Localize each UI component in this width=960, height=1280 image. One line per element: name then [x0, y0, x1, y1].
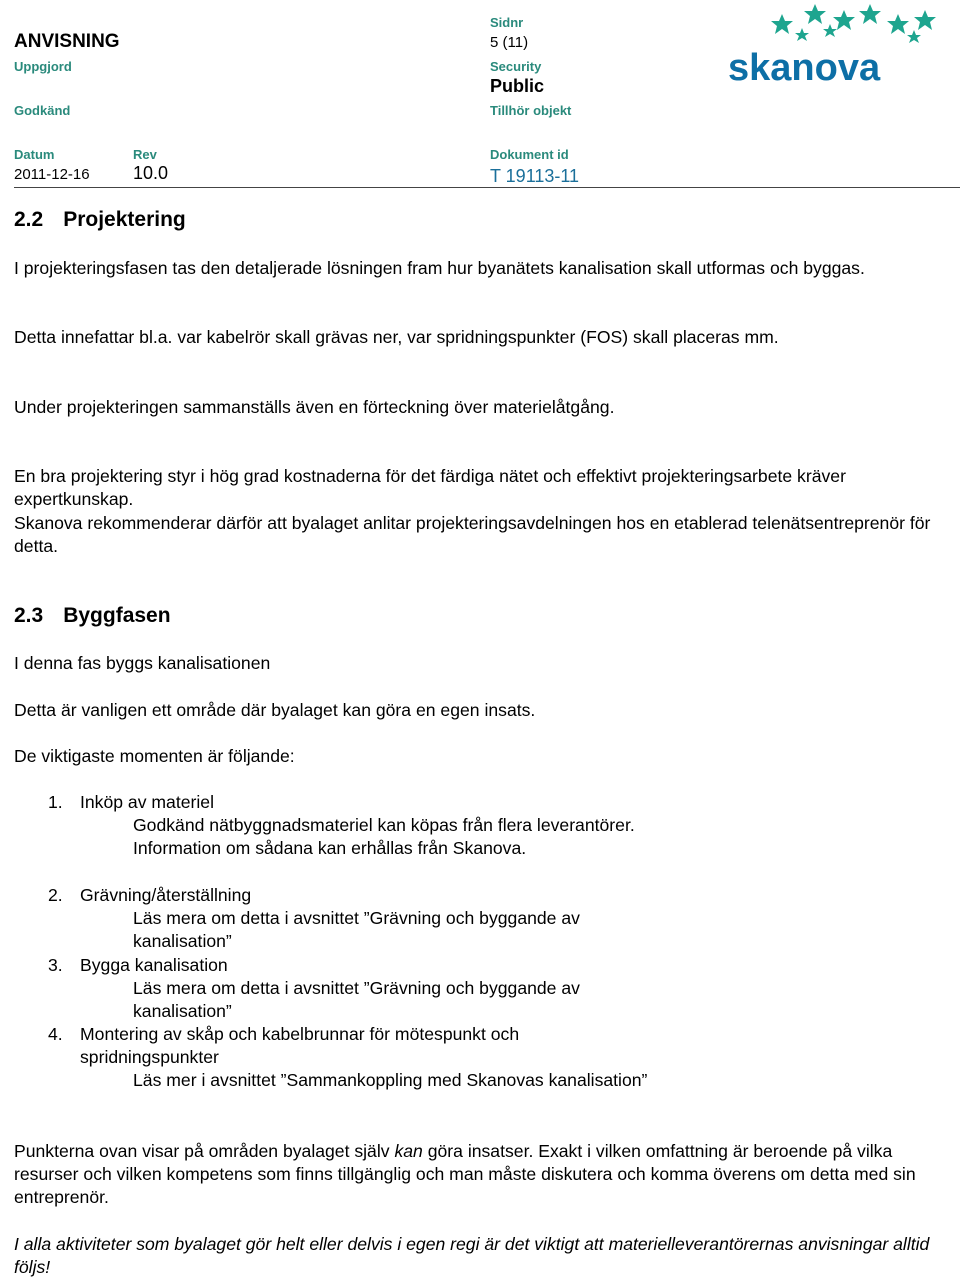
paragraph: Skanova rekommenderar därför att byalaget anlitar projekteringsavdelningen hos en etablerad telenätsentreprenör för detta.	[14, 513, 931, 556]
security-value: Public	[490, 76, 545, 96]
logo-wordmark: skanova	[728, 47, 881, 89]
list-item-number: 1.	[48, 792, 63, 812]
list-item-title: Montering av skåp och kabelbrunnar för mötespunkt och spridningspunkter	[80, 1024, 520, 1067]
list-item-number: 2.	[48, 885, 63, 905]
datum-value: 2011-12-16	[14, 166, 90, 183]
list-item-description: Läs mera om detta i avsnittet ”Grävning och byggande av kanalisation”	[133, 978, 580, 1021]
list-item-title: Inköp av materiel	[80, 792, 214, 812]
paragraph: I denna fas byggs kanalisationen	[14, 653, 271, 673]
paragraph: I projekteringsfasen tas den detaljerade lösningen fram hur byanätets kanalisation skall utformas och byggas.	[14, 258, 865, 278]
section-title: Byggfasen	[63, 604, 171, 627]
list-item-number: 3.	[48, 955, 63, 975]
closing-text: Punkterna ovan visar på områden byalaget själv	[14, 1141, 395, 1161]
list-item-title: Grävning/återställning	[80, 885, 252, 905]
closing-paragraph	[14, 1140, 944, 1209]
list-item-title: Bygga kanalisation	[80, 955, 228, 975]
paragraph: Under projekteringen sammanställs även en förteckning över materielåtgång.	[14, 397, 615, 417]
closing-text: göra insatser. Exakt i vilken omfattning är beroende på vilka resurser och vilken kompetens som finns tillgänglig och man måste diskutera och komma överens om detta med sin entreprenör.	[14, 1141, 916, 1207]
dokument-id-value: T 19113-11	[490, 166, 580, 186]
closing-emphasis: kan	[394, 1141, 423, 1161]
security-label: Security	[490, 59, 542, 74]
uppgjord-label: Uppgjord	[14, 59, 72, 74]
header-divider	[14, 187, 960, 188]
list-item-description: Läs mera om detta i avsnittet ”Grävning och byggande av kanalisation”	[133, 908, 580, 951]
sidnr-value: 5 (11)	[490, 34, 529, 51]
section-number: 2.2	[14, 208, 44, 231]
sidnr-label: Sidnr	[490, 15, 524, 30]
dokument-id-label: Dokument id	[490, 147, 569, 162]
rev-value: 10.0	[133, 163, 169, 183]
tillhor-objekt-label: Tillhör objekt	[490, 103, 572, 118]
skanova-stars-icon	[720, 0, 960, 90]
list-item-description: Läs mer i avsnittet ”Sammankoppling med Skanovas kanalisation”	[133, 1070, 648, 1090]
closing-italic-note: I alla aktiviteter som byalaget gör helt eller delvis i egen regi är det viktigt att materielleverantörernas anvisningar alltid följs!	[14, 1234, 930, 1277]
paragraph: Detta innefattar bl.a. var kabelrör skall grävas ner, var spridningspunkter (FOS) skall placeras mm.	[14, 327, 779, 347]
paragraph: En bra projektering styr i hög grad kostnaderna för det färdiga nätet och effektivt projekteringsarbete kräver expertkunskap.	[14, 466, 846, 509]
datum-label: Datum	[14, 147, 55, 162]
paragraph: Detta är vanligen ett område där byalaget kan göra en egen insats.	[14, 700, 536, 720]
section-title: Projektering	[63, 208, 186, 231]
rev-label: Rev	[133, 147, 157, 162]
section-2-3-heading	[14, 604, 171, 628]
godkand-label: Godkänd	[14, 103, 71, 118]
list-item-number: 4.	[48, 1024, 63, 1044]
list-item-description: Godkänd nätbyggnadsmateriel kan köpas från flera leverantörer. Information om sådana kan erhållas från Skanova.	[133, 815, 635, 858]
document-type: ANVISNING	[14, 31, 120, 52]
section-number: 2.3	[14, 604, 44, 627]
section-2-2-heading	[14, 208, 186, 232]
paragraph: De viktigaste momenten är följande:	[14, 746, 295, 766]
skanova-logo	[720, 0, 960, 90]
